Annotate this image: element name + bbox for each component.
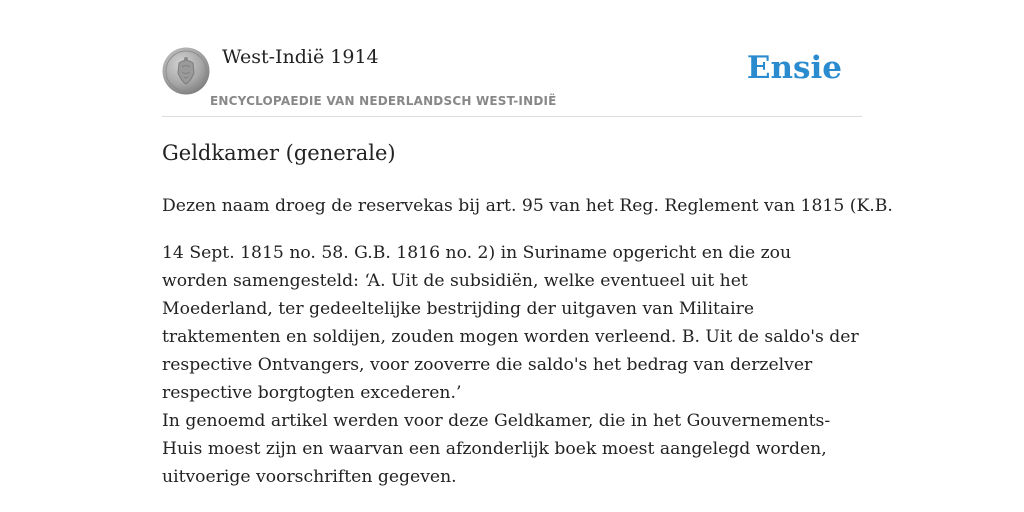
- article-paragraph: Dezen naam droeg de reservekas bij art. 95 van het Reg. Reglement van 1815 (K.B.: [162, 196, 893, 216]
- site-subtitle: ENCYCLOPAEDIE VAN NEDERLANDSCH WEST-INDIË: [210, 94, 557, 108]
- brand-logo[interactable]: Ensie: [746, 50, 842, 86]
- article-paragraph: 14 Sept. 1815 no. 58. G.B. 1816 no. 2) in Suriname opgericht en die zou worden samengesteld: ‘A. Uit de subsidiën, welke eventueel uit het Moederland, ter gedeeltelijke bestrijding der uitgaven van Militaire traktementen en soldijen, zouden mogen worden verleend. B. Uit de saldo's der respective Ontvangers, voor zooverre die saldo's het bedrag van derzelver respective borgtogten excederen.’: [162, 243, 859, 403]
- article-paragraph: In genoemd artikel werden voor deze Geldkamer, die in het Gouvernements-Huis moest zijn en waarvan een afzonderlijk boek moest aangelegd worden, uitvoerige voorschriften gegeven.: [162, 411, 831, 487]
- site-header: [162, 40, 862, 117]
- coin-logo-icon[interactable]: [162, 47, 210, 95]
- site-title[interactable]: West-Indië 1914: [222, 46, 379, 68]
- article-title: Geldkamer (generale): [162, 141, 396, 165]
